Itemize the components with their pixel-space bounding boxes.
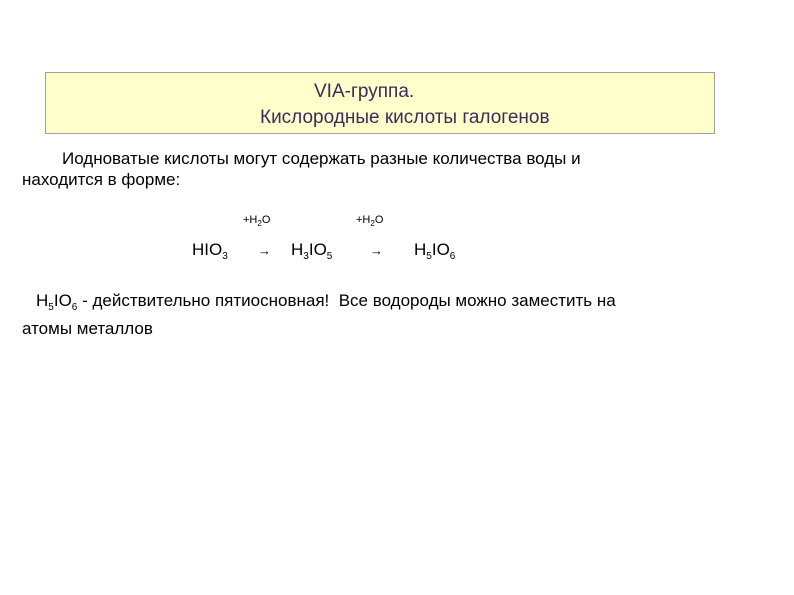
reagent-label-1: $+H_2O$ xyxy=(243,214,271,228)
paragraph-1-line-2: находится в форме: xyxy=(22,170,181,189)
formula-h3io5: $H_3IO_5$ xyxy=(291,240,333,262)
formula-h5io6: $H_5IO_6$ xyxy=(414,240,456,262)
paragraph-2-line-2: атомы металлов xyxy=(22,319,153,338)
slide-title: VIA-группа. xyxy=(314,81,415,102)
title-box xyxy=(45,72,715,134)
reagent-label-2: $+H_2O$ xyxy=(356,214,384,228)
reaction-arrow-1: → xyxy=(258,243,271,258)
reaction-arrow-2: → xyxy=(370,243,383,258)
paragraph-2-line-1 xyxy=(36,290,616,318)
paragraph-2-text: - действительно пятиосновная! Все водороды можно заместить на xyxy=(77,291,616,310)
slide-subtitle: Кислородные кислоты галогенов xyxy=(260,107,550,128)
formula-h5io6-inline: $H_5IO_6$ xyxy=(36,291,78,313)
formula-hio3: $HIO_3$ xyxy=(192,240,228,262)
paragraph-1-line-1: Иодноватые кислоты могут содержать разные количества воды и xyxy=(62,149,581,168)
